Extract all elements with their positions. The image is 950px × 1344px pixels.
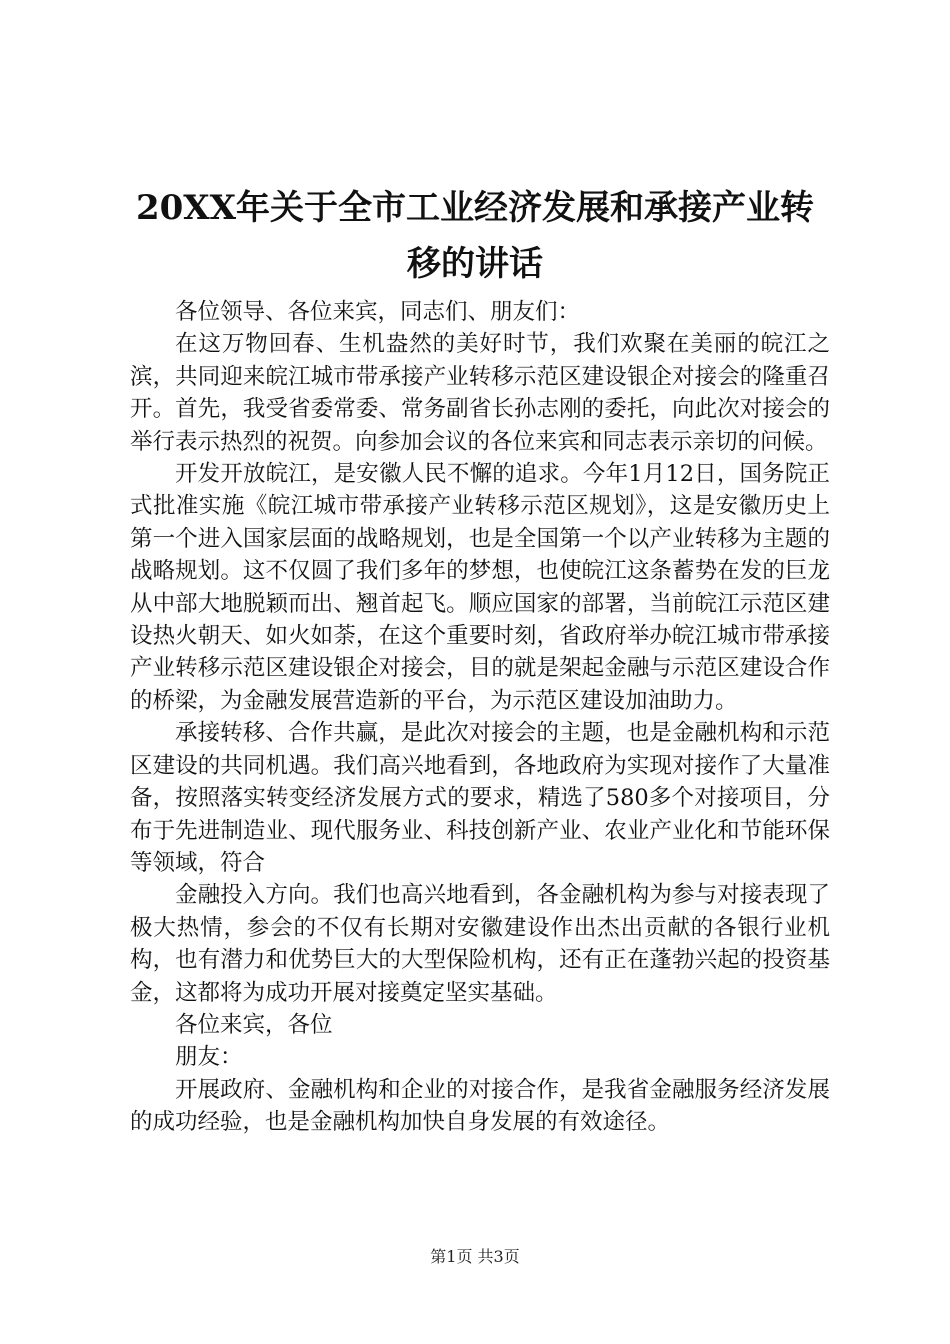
paragraph: 开展政府、金融机构和企业的对接合作，是我省金融服务经济发展的成功经验，也是金融机构加快自身发展的有效途径。	[130, 1076, 830, 1136]
paragraph: 承接转移、合作共赢，是此次对接会的主题，也是金融机构和示范区建设的共同机遇。我们高兴地看到，各地政府为实现对接作了大量准备，按照落实转变经济发展方式的要求，精选了580多个对接项目，分布于先进制造业、现代服务业、科技创新产业、农业产业化和节能环保等领域，符合	[130, 720, 830, 876]
paragraph: 在这万物回春、生机盎然的美好时节，我们欢聚在美丽的皖江之滨，共同迎来皖江城市带承接产业转移示范区建设银企对接会的隆重召开。首先，我受省委常委、常务副省长孙志刚的委托，向此次对接会的举行表示热烈的祝贺。向参加会议的各位来宾和同志表示亲切的问候。	[130, 331, 830, 455]
paragraph: 各位来宾，各位	[175, 1011, 333, 1038]
paragraph: 开发开放皖江，是安徽人民不懈的追求。今年1月12日，国务院正式批准实施《皖江城市带承接产业转移示范区规划》，这是安徽历史上第一个进入国家层面的战略规划，也是全国第一个以产业转移为主题的战略规划。这不仅圆了我们多年的梦想，也使皖江这条蓄势在发的巨龙从中部大地脱颖而出、翘首起飞。顺应国家的部署，当前皖江示范区建设热火朝天、如火如荼，在这个重要时刻，省政府举办皖江城市带承接产业转移示范区建设银企对接会，目的就是架起金融与示范区建设合作的桥梁，为金融发展营造新的平台，为示范区建设加油助力。	[130, 461, 830, 714]
document-body	[130, 296, 830, 1139]
salutation: 各位领导、各位来宾，同志们、朋友们：	[175, 299, 581, 325]
paragraph: 朋友：	[175, 1044, 243, 1071]
document-title	[110, 180, 840, 292]
page-footer: 第1页 共3页	[430, 1247, 520, 1266]
title-line-2: 移的讲话	[407, 244, 543, 284]
title-line-1: 20XX年关于全市工业经济发展和承接产业转	[135, 188, 815, 228]
paragraph: 金融投入方向。我们也高兴地看到，各金融机构为参与对接表现了极大热情，参会的不仅有长期对安徽建设作出杰出贡献的各银行业机构，也有潜力和优势巨大的大型保险机构，还有正在蓬勃兴起的投资基金，这都将为成功开展对接奠定坚实基础。	[130, 882, 830, 1006]
